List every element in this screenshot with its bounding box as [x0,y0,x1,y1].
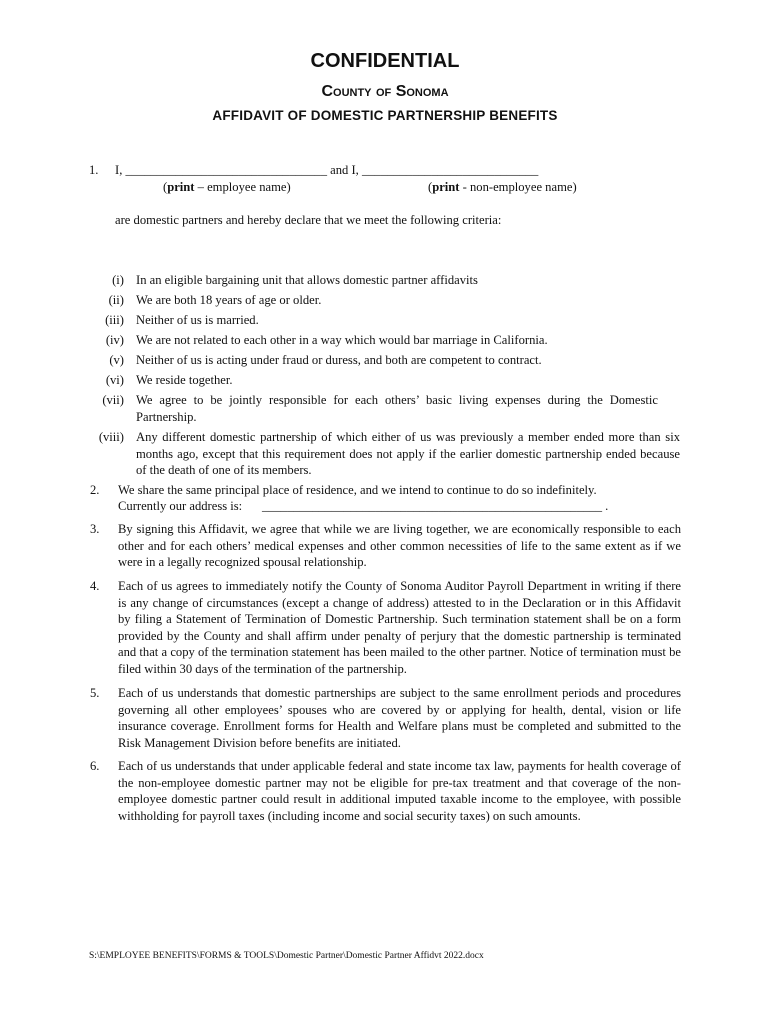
criteria-number: (vii) [102,393,124,407]
declaration-text: are domestic partners and hereby declare that we meet the following criteria: [115,213,502,227]
criteria-number: (iii) [105,313,124,327]
item-number: 1. [89,163,99,177]
criteria-text: Any different domestic partnership of which either of us was previously a member ended more than six months ago, except that this requirement does not apply if the earlier domestic partnership ended because of the death of one of its members. [136,430,680,477]
item-number: 4. [90,579,100,593]
criteria-text: We reside together. [136,373,233,387]
address-line[interactable]: ______________________________________________________ . [262,499,609,513]
address-label: Currently our address is: [118,499,243,513]
criteria-number: (i) [112,273,124,287]
item-number: 2. [90,483,100,497]
county-name: County of Sonoma [321,83,449,100]
form-title: AFFIDAVIT OF DOMESTIC PARTNERSHIP BENEFITS [212,108,558,123]
criteria-text: In an eligible bargaining unit that allows domestic partner affidavits [136,273,478,287]
item-number: 5. [90,686,100,700]
employee-name-label: (print – employee name) [163,180,291,194]
criteria-text: We agree to be jointly responsible for each others’ basic living expenses during the Domestic Partnership. [136,393,658,424]
criteria-text: Neither of us is married. [136,313,259,327]
item-text: Each of us agrees to immediately notify the County of Sonoma Auditor Payroll Department in writing if there is any change of circumstances (except a change of address) attested to in the Declaration or in this Affidavit by filing a Statement of Termination of Domestic Partnership. Such termination statement shall be on a form provided by the County and shall affirm under penalty of perjury that the domestic partnership is terminated and that a copy of the termination statement has been mailed to the other partner. Notice of termination must be filed within 30 days of the termination of the partnership. [118,579,681,676]
item-number: 6. [90,759,100,773]
criteria-text: Neither of us is acting under fraud or duress, and both are competent to contract. [136,353,542,367]
item-text: We share the same principal place of residence, and we intend to continue to do so indefinitely. [118,483,597,497]
criteria-number: (iv) [105,333,124,347]
criteria-number: (vi) [105,373,124,387]
criteria-number: (viii) [98,430,124,444]
criteria-number: (v) [109,353,124,367]
criteria-text: We are not related to each other in a way which would bar marriage in California. [136,333,548,347]
criteria-number: (ii) [108,293,124,307]
item-text: Each of us understands that domestic partnerships are subject to the same enrollment periods and procedures governing all other employees’ spouses who are covered by or applying for health, dental, vision or life insurance coverage. Enrollment forms for Health and Welfare plans must be completed and submitted to the Risk Management Division before benefits are initiated. [118,686,681,750]
item-text: Each of us understands that under applicable federal and state income tax law, payments for health coverage of the non-employee domestic partner may not be eligible for pre-tax treatment and that coverage of the non-employee domestic partner could result in additional imputed taxable income to the employee, with possible withholding for payroll taxes (including income and social security taxes) on such amounts. [118,759,681,823]
item-number: 3. [90,522,100,536]
nonemployee-name-label: (print - non-employee name) [428,180,577,194]
document-title: CONFIDENTIAL [310,50,460,72]
item-text: By signing this Affidavit, we agree that while we are living together, we are economically responsible to each other and for each others’ medical expenses and other common necessities of life to the same extent as if we were in a legally recognized spousal relationship. [118,522,681,569]
names-line[interactable]: I, ________________________________ and I, ____________________________ [115,163,539,177]
footer-file-path: S:\EMPLOYEE BENEFITS\FORMS & TOOLS\Domestic Partner\Domestic Partner Affidvt 2022.docx [89,951,484,961]
criteria-text: We are both 18 years of age or older. [136,293,322,307]
